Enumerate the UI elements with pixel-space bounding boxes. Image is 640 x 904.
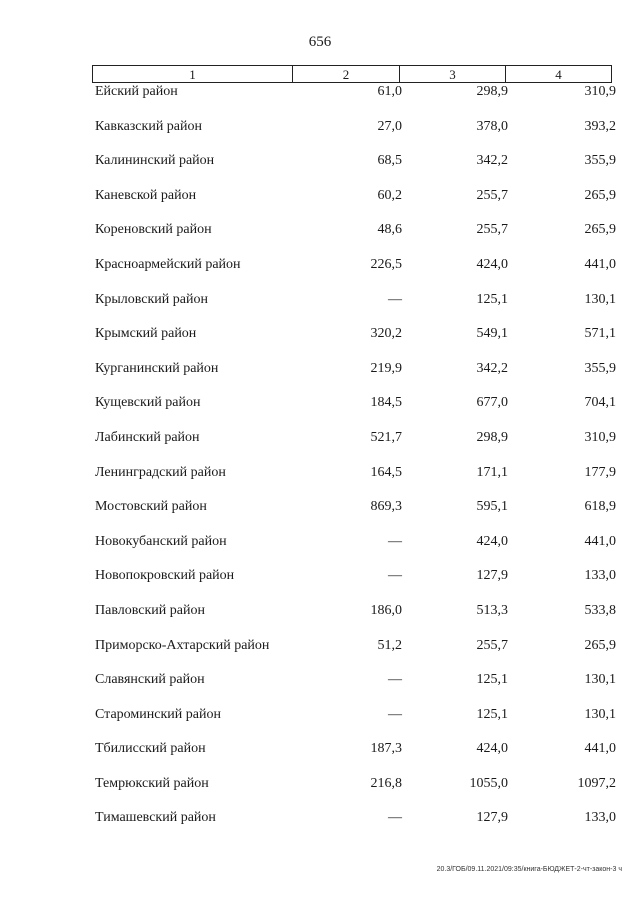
table-row: [0, 357, 640, 392]
value-col-3: 677,0: [476, 395, 508, 411]
district-name: Тимашевский район: [95, 810, 216, 826]
value-col-4: 265,9: [584, 187, 616, 203]
value-col-4: 1097,2: [577, 775, 616, 791]
table-row: [0, 599, 640, 634]
district-name: Новокубанский район: [95, 533, 227, 549]
value-col-3: 125,1: [476, 291, 508, 307]
table-row: [0, 322, 640, 357]
table-row: [0, 184, 640, 219]
district-name: Ленинградский район: [95, 464, 226, 480]
value-col-3: 424,0: [476, 533, 508, 549]
value-col-2: 219,9: [370, 360, 402, 376]
district-name: Славянский район: [95, 672, 205, 688]
value-col-2: 226,5: [370, 256, 402, 272]
value-col-2: —: [388, 672, 402, 688]
value-col-2: 320,2: [370, 326, 402, 342]
district-name: Тбилисский район: [95, 741, 206, 757]
table-row: [0, 80, 640, 115]
value-col-2: 60,2: [377, 187, 402, 203]
value-col-4: 571,1: [584, 326, 616, 342]
table-row: [0, 668, 640, 703]
value-col-2: 61,0: [377, 84, 402, 99]
value-col-2: 869,3: [370, 499, 402, 515]
value-col-4: 441,0: [584, 256, 616, 272]
value-col-2: 27,0: [377, 118, 402, 134]
value-col-2: 521,7: [370, 429, 402, 445]
value-col-4: 533,8: [584, 602, 616, 618]
district-name: Павловский район: [95, 602, 205, 618]
district-name: Ейский район: [95, 84, 178, 99]
district-name: Новопокровский район: [95, 568, 235, 584]
district-name: Лабинский район: [95, 429, 200, 445]
value-col-3: 125,1: [476, 672, 508, 688]
value-col-3: 127,9: [476, 810, 508, 826]
value-col-2: —: [388, 810, 402, 826]
value-col-2: —: [388, 568, 402, 584]
district-name: Староминский район: [95, 706, 221, 722]
value-col-2: —: [388, 533, 402, 549]
value-col-4: 133,0: [584, 568, 616, 584]
value-col-3: 255,7: [476, 637, 508, 653]
value-col-2: 187,3: [370, 741, 402, 757]
value-col-3: 595,1: [476, 499, 508, 515]
footer-stamp: 20.3/ГОБ/09.11.2021/09:35/книга-БЮДЖЕТ-2-чт-закон-3 ч: [436, 866, 622, 873]
value-col-2: 186,0: [370, 602, 402, 618]
table-row: [0, 564, 640, 599]
table-row: [0, 806, 640, 841]
value-col-2: —: [388, 291, 402, 307]
value-col-4: 441,0: [584, 533, 616, 549]
table-row: [0, 288, 640, 323]
district-name: Курганинский район: [95, 360, 219, 376]
table-row: [0, 772, 640, 807]
value-col-4: 310,9: [584, 84, 616, 99]
table-body: [0, 80, 640, 841]
value-col-4: 130,1: [584, 291, 616, 307]
district-name: Кущевский район: [95, 395, 201, 411]
value-col-3: 1055,0: [469, 775, 508, 791]
table-row: [0, 737, 640, 772]
table-row: [0, 703, 640, 738]
value-col-4: 177,9: [584, 464, 616, 480]
value-col-3: 424,0: [476, 741, 508, 757]
header-col-4: 4: [555, 67, 562, 82]
district-name: Крымский район: [95, 326, 197, 342]
table-row: [0, 253, 640, 288]
value-col-3: 171,1: [476, 464, 508, 480]
value-col-3: 342,2: [476, 360, 508, 376]
value-col-4: 265,9: [584, 222, 616, 238]
district-name: Крыловский район: [95, 291, 208, 307]
header-col-2: 2: [293, 66, 400, 82]
table-row: [0, 495, 640, 530]
value-col-3: 298,9: [476, 84, 508, 99]
value-col-3: 127,9: [476, 568, 508, 584]
value-col-2: 164,5: [370, 464, 402, 480]
value-col-4: 133,0: [584, 810, 616, 826]
table-row: [0, 218, 640, 253]
value-col-2: 68,5: [377, 153, 402, 169]
value-col-4: 265,9: [584, 637, 616, 653]
value-col-2: 184,5: [370, 395, 402, 411]
value-col-3: 125,1: [476, 706, 508, 722]
value-col-2: 48,6: [377, 222, 402, 238]
district-name: Приморско-Ахтарский район: [95, 637, 270, 653]
table-row: [0, 530, 640, 565]
district-name: Красноармейский район: [95, 256, 241, 272]
page-number: 656: [308, 34, 332, 50]
value-col-3: 513,3: [476, 602, 508, 618]
value-col-3: 298,9: [476, 429, 508, 445]
value-col-4: 310,9: [584, 429, 616, 445]
table-row: [0, 634, 640, 669]
table-row: [0, 115, 640, 150]
value-col-2: 51,2: [377, 637, 402, 653]
value-col-3: 255,7: [476, 222, 508, 238]
value-col-3: 342,2: [476, 153, 508, 169]
district-name: Кореновский район: [95, 222, 212, 238]
value-col-4: 618,9: [584, 499, 616, 515]
district-name: Калининский район: [95, 153, 215, 169]
value-col-3: 255,7: [476, 187, 508, 203]
district-name: Темрюкский район: [95, 775, 209, 791]
district-name: Мостовский район: [95, 499, 207, 515]
table-row: [0, 149, 640, 184]
value-col-4: 441,0: [584, 741, 616, 757]
value-col-4: 130,1: [584, 672, 616, 688]
value-col-2: —: [388, 706, 402, 722]
table-row: [0, 461, 640, 496]
value-col-4: 704,1: [584, 395, 616, 411]
value-col-2: 216,8: [370, 775, 402, 791]
district-name: Каневской район: [95, 187, 197, 203]
value-col-3: 378,0: [476, 118, 508, 134]
value-col-4: 130,1: [584, 706, 616, 722]
value-col-4: 393,2: [584, 118, 616, 134]
value-col-4: 355,9: [584, 153, 616, 169]
value-col-3: 424,0: [476, 256, 508, 272]
value-col-3: 549,1: [476, 326, 508, 342]
table-row: [0, 391, 640, 426]
header-col-1: 1: [93, 66, 293, 82]
district-name: Кавказский район: [95, 118, 203, 134]
header-col-3: 3: [400, 66, 506, 82]
value-col-4: 355,9: [584, 360, 616, 376]
table-row: [0, 426, 640, 461]
